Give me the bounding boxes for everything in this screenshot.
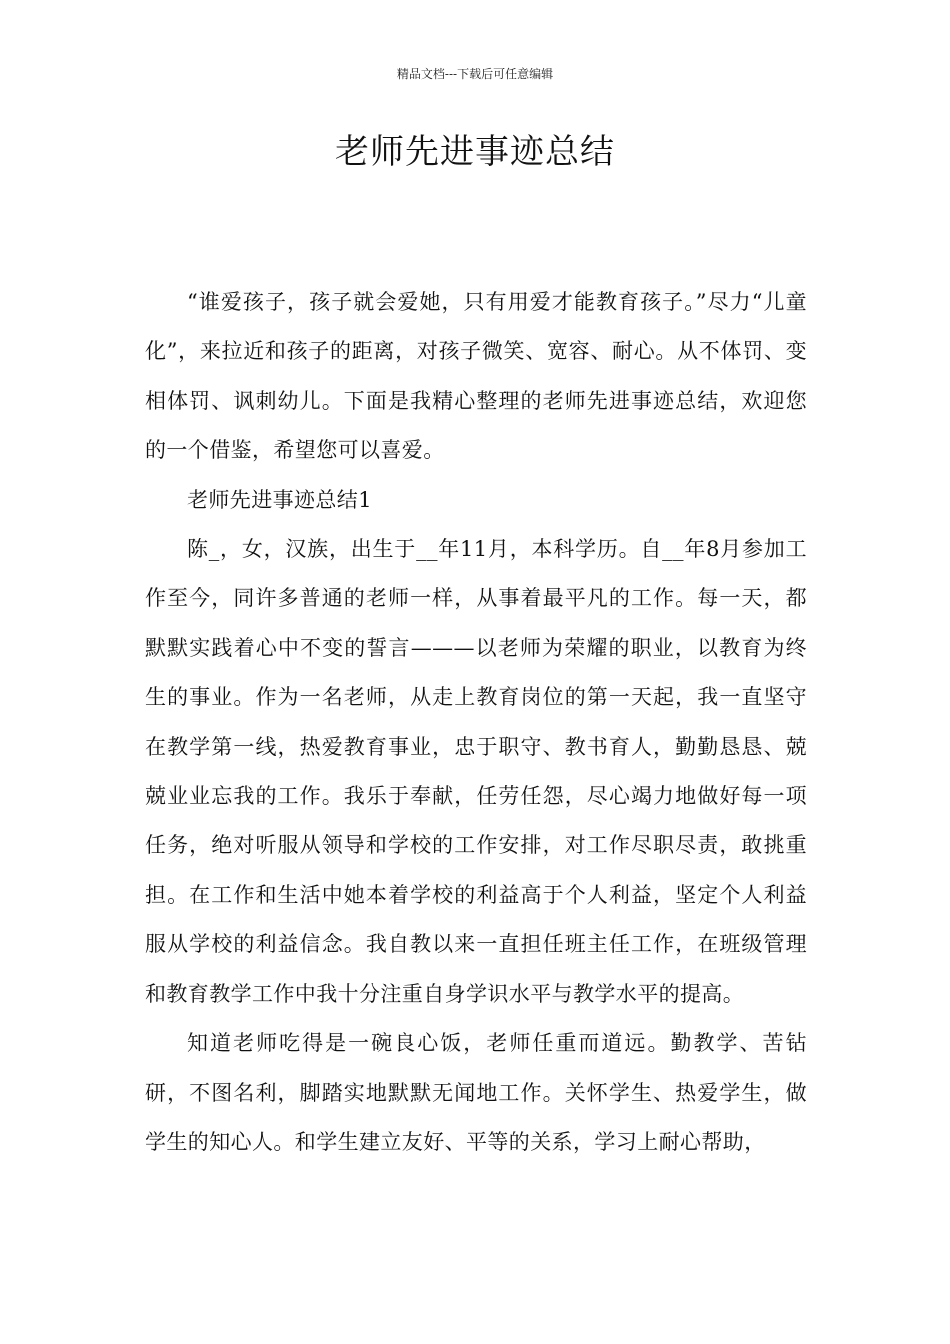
header-note: 精品文档---下载后可任意编辑 — [396, 67, 554, 81]
document-body — [145, 278, 807, 1167]
section-heading: 老师先进事迹总结1 — [187, 487, 372, 512]
document-title: 老师先进事迹总结 — [335, 132, 615, 172]
body-paragraph: 陈_，女，汉族，出生于__年11月，本科学历。自__年8月参加工作至今，同许多普通的老师一样，从事着最平凡的工作。每一天，都默默实践着心中不变的誓言———以老师为荣耀的职业，以教育为终生的事业。作为一名老师，从走上教育岗位的第一天起，我一直坚守在教学第一线，热爱教育事业，忠于职守、教书育人，勤勤恳恳、兢兢业业忘我的工作。我乐于奉献，任劳任怨，尽心竭力地做好每一项任务，绝对听服从领导和学校的工作安排，对工作尽职尽责，敢挑重担。在工作和生活中她本着学校的利益高于个人利益，坚定个人利益服从学校的利益信念。我自教以来一直担任班主任工作，在班级管理和教育教学工作中我十分注重自身学识水平与教学水平的提高。 — [145, 537, 807, 1006]
intro-paragraph: “谁爱孩子，孩子就会爱她，只有用爱才能教育孩子。”尽力“儿童化”，来拉近和孩子的距离，对孩子微笑、宽容、耐心。从不体罚、变相体罚、讽刺幼儿。下面是我精心整理的老师先进事迹总结，欢迎您的一个借鉴，希望您可以喜爱。 — [145, 290, 807, 463]
body-paragraph: 知道老师吃得是一碗良心饭，老师任重而道远。勤教学、苦钻研，不图名利，脚踏实地默默无闻地工作。关怀学生、热爱学生，做学生的知心人。和学生建立友好、平等的关系，学习上耐心帮助， — [145, 1031, 807, 1154]
